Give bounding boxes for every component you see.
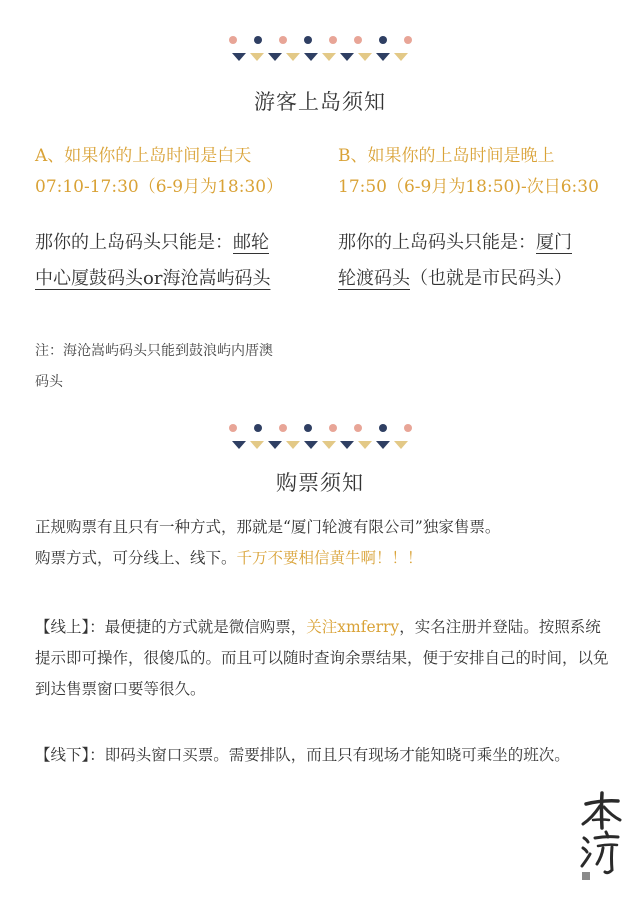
decoration-triangle bbox=[250, 441, 264, 449]
decoration-triangle bbox=[394, 53, 408, 61]
ticket-notice-title: 购票须知 bbox=[276, 471, 364, 495]
middle-decoration bbox=[0, 424, 640, 449]
decoration-dot bbox=[229, 36, 237, 44]
decoration-dot bbox=[404, 36, 412, 44]
decoration-triangle bbox=[358, 53, 372, 61]
daytime-hours: 07:10-17:30（6-9月为18:30） bbox=[35, 177, 284, 197]
online-purchase bbox=[35, 612, 610, 705]
decoration-triangle bbox=[322, 53, 336, 61]
decoration-triangle bbox=[250, 53, 264, 61]
decoration-dot bbox=[304, 36, 312, 44]
decoration-dot bbox=[379, 424, 387, 432]
decoration-triangle bbox=[358, 441, 372, 449]
seal-icon bbox=[582, 872, 590, 880]
decoration-triangle bbox=[322, 441, 336, 449]
online-text: ，实名注册并登陆。按照系统提示即可操作，很傻瓜的。而且可以随时查询余票结果，便于安排自己的时间，以免到达售票窗口要等很久。 bbox=[35, 618, 609, 698]
decoration-dots bbox=[0, 36, 640, 44]
offline-purchase: 【线下】：即码头窗口买票。需要排队，而且只有现场才能知晓可乘坐的班次。 bbox=[35, 746, 570, 764]
note-line: 码头 bbox=[35, 374, 63, 390]
decoration-dot bbox=[379, 36, 387, 44]
night-hours: 17:50（6-9月为18:50)-次日6:30 bbox=[338, 177, 599, 197]
night-dock bbox=[338, 225, 628, 297]
night-column bbox=[338, 141, 628, 297]
decoration-dots bbox=[0, 424, 640, 432]
decoration-triangles bbox=[0, 441, 640, 449]
decoration-triangles bbox=[0, 53, 640, 61]
decoration-triangle bbox=[268, 441, 282, 449]
decoration-triangle bbox=[376, 441, 390, 449]
decoration-dot bbox=[329, 424, 337, 432]
dock-value: 轮渡码头 bbox=[338, 268, 410, 289]
dock-value: 中心厦鼓码头or海沧嵩屿码头 bbox=[35, 268, 271, 289]
intro-line: 正规购票有且只有一种方式，那就是“厦门轮渡有限公司”独家售票。 bbox=[35, 518, 501, 536]
dock-value: 邮轮 bbox=[233, 232, 269, 253]
decoration-dot bbox=[354, 36, 362, 44]
intro-text: 购票方式，可分线上、线下。 bbox=[35, 549, 237, 567]
daytime-dock bbox=[35, 225, 325, 297]
note-line: 注：海沧嵩屿码头只能到鼓浪屿内厝澳 bbox=[35, 343, 273, 359]
dock-suffix: （也就是市民码头） bbox=[410, 268, 572, 289]
dock-value: 厦门 bbox=[536, 232, 572, 253]
decoration-triangle bbox=[376, 53, 390, 61]
intro-line bbox=[35, 543, 610, 574]
top-decoration bbox=[0, 36, 640, 61]
decoration-triangle bbox=[394, 441, 408, 449]
online-text: 【线上】：最便捷的方式就是微信购票， bbox=[35, 618, 307, 636]
ticket-intro bbox=[35, 512, 610, 574]
decoration-triangle bbox=[286, 53, 300, 61]
daytime-heading: A、如果你的上岛时间是白天 bbox=[35, 146, 252, 166]
decoration-dot bbox=[254, 424, 262, 432]
decoration-triangle bbox=[286, 441, 300, 449]
decoration-triangle bbox=[232, 441, 246, 449]
decoration-dot bbox=[404, 424, 412, 432]
decoration-dot bbox=[329, 36, 337, 44]
decoration-dot bbox=[354, 424, 362, 432]
decoration-triangle bbox=[340, 441, 354, 449]
follow-account: 关注xmferry bbox=[306, 618, 400, 636]
daytime-column bbox=[35, 141, 325, 297]
decoration-triangle bbox=[232, 53, 246, 61]
decoration-dot bbox=[279, 36, 287, 44]
note bbox=[35, 336, 325, 398]
decoration-dot bbox=[254, 36, 262, 44]
visitor-notice-title: 游客上岛须知 bbox=[254, 90, 386, 114]
dock-label: 那你的上岛码头只能是： bbox=[338, 232, 536, 253]
decoration-triangle bbox=[340, 53, 354, 61]
dock-label: 那你的上岛码头只能是： bbox=[35, 232, 233, 253]
night-heading: B、如果你的上岛时间是晚上 bbox=[338, 146, 555, 166]
decoration-dot bbox=[229, 424, 237, 432]
scalper-warning: 千万不要相信黄牛啊！！！ bbox=[236, 549, 423, 567]
decoration-dot bbox=[279, 424, 287, 432]
decoration-triangle bbox=[268, 53, 282, 61]
decoration-dot bbox=[304, 424, 312, 432]
brand-logo bbox=[578, 790, 624, 882]
decoration-triangle bbox=[304, 441, 318, 449]
decoration-triangle bbox=[304, 53, 318, 61]
